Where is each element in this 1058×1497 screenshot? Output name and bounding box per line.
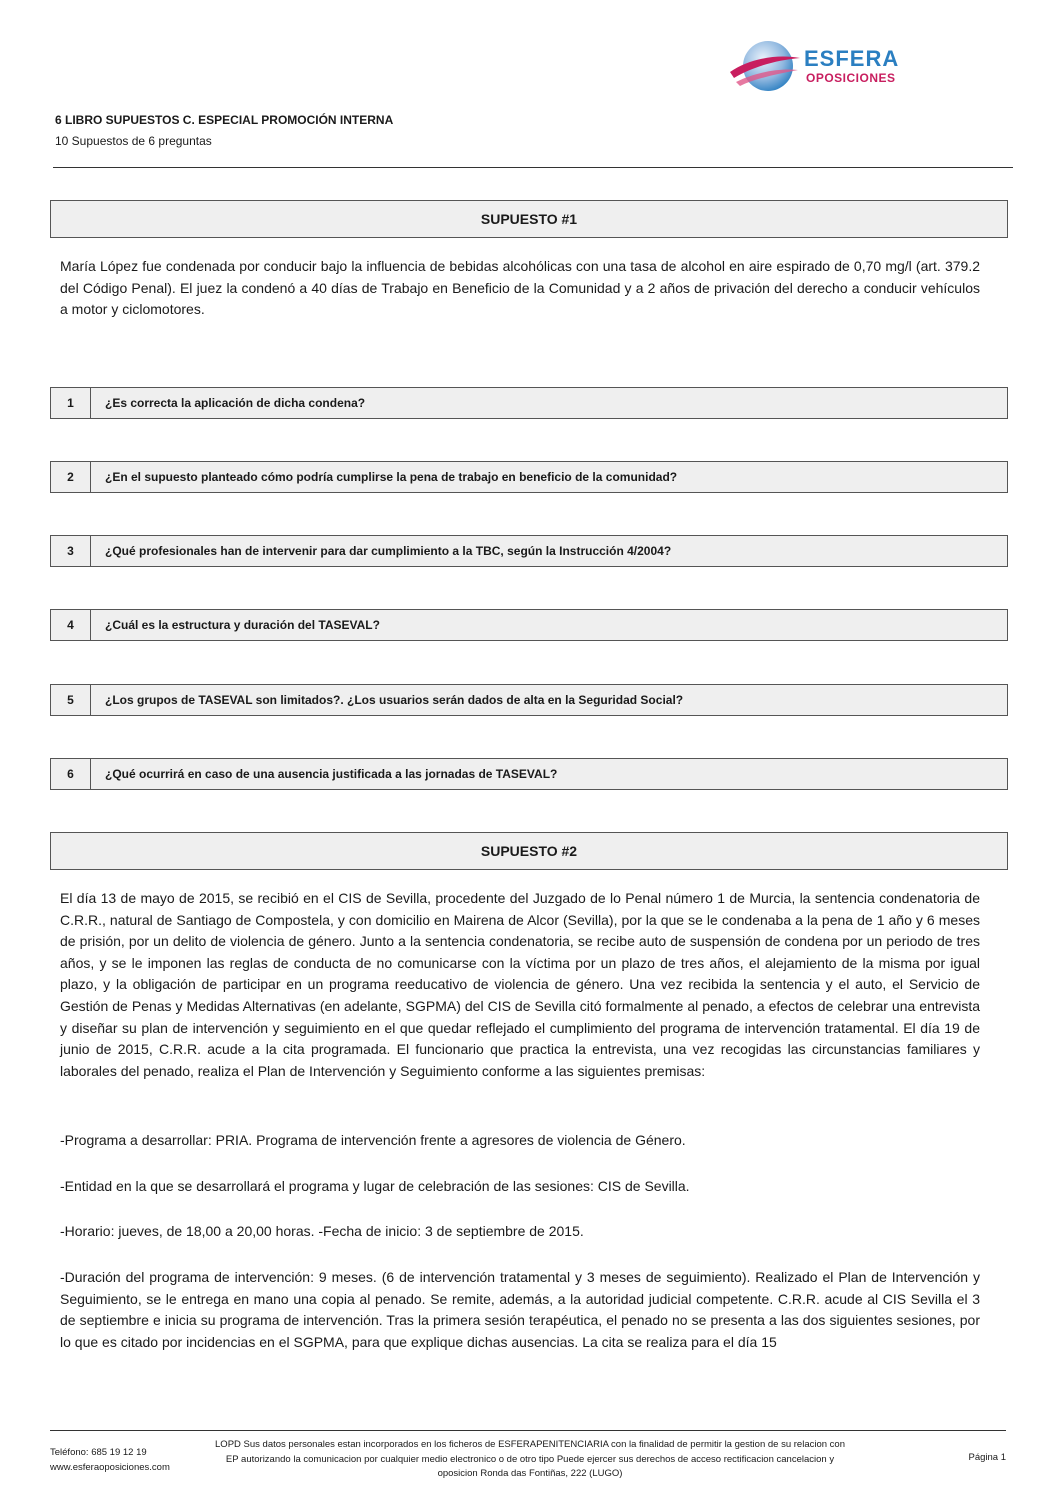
header-divider [53, 167, 1013, 168]
logo-tagline-text: OPOSICIONES [806, 71, 896, 85]
supuesto-2-paragraph: El día 13 de mayo de 2015, se recibió en el CIS de Sevilla, procedente del Juzgado de lo Penal número 1 de Murcia, la sentencia condenatoria de C.R.R., natural de Santiago de Compostela, y con domicilio en Mairena de Alcor (Sevilla), por la que se le condenaba a la pena de 1 año y 6 meses de prisión, por un delito de violencia de género. Junto a la sentencia condenatoria, se recibe auto de suspensión de condena por un periodo de tres años, y se le imponen las reglas de conducta de no comunicarse con la víctima por un plazo de tres años, el alejamiento de la misma por igual plazo, y la obligación de participar en un programa reeducativo de violencia de género. Una vez recibida la sentencia y el auto, el Servicio de Gestión de Penas y Medidas Alternativas (en adelante, SGPMA) del CIS de Sevilla citó formalmente al penado, a efectos de celebrar una entrevista y diseñar su plan de intervención y seguimiento en el que quedar reflejado el cumplimiento del programa de intervención tratamental. El día 19 de junio de 2015, C.R.R. acude a la cita programada. El funcionario que practica la entrevista, una vez recogidas las circunstancias familiares y laborales del penado, realiza el Plan de Intervención y Seguimiento conforme a las siguientes premisas: [60, 890, 980, 1079]
page-number: Página 1 [968, 1452, 1006, 1463]
question-text: ¿Es correcta la aplicación de dicha condena? [105, 396, 366, 410]
question-row [50, 387, 1008, 419]
question-row [50, 535, 1008, 567]
footer-lopd-line: LOPD Sus datos personales estan incorporados en los ficheros de ESFERAPENITENCIARIA con la finalidad de permitir la gestion de su relacion con [215, 1439, 845, 1450]
question-text: ¿Cuál es la estructura y duración del TASEVAL? [105, 618, 380, 632]
footer-phone: Teléfono: 685 19 12 19 [50, 1447, 147, 1458]
question-text: ¿Los grupos de TASEVAL son limitados?. ¿Los usuarios serán dados de alta en la Seguridad Social? [105, 693, 684, 707]
supuesto-2-paragraph: -Entidad en la que se desarrollará el programa y lugar de celebración de las sesiones: CIS de Sevilla. [60, 1178, 690, 1194]
question-number: 2 [51, 462, 91, 492]
question-row [50, 609, 1008, 641]
document-title: 6 LIBRO SUPUESTOS C. ESPECIAL PROMOCIÓN INTERNA [55, 113, 394, 127]
question-number: 5 [51, 685, 91, 715]
logo-brand-text: ESFERA [804, 46, 900, 71]
question-row [50, 758, 1008, 790]
footer-lopd-line: EP autorizando la comunicacion por cualquier medio electronico o de otro tipo Puede ejercer sus derechos de acceso rectificacion cancelacion y [225, 1453, 835, 1465]
supuesto-1-heading: SUPUESTO #1 [50, 200, 1008, 238]
supuesto-1-text: María López fue condenada por conducir bajo la influencia de bebidas alcohólicas con una tasa de alcohol en aire espirado de 0,70 mg/l (art. 379.2 del Código Penal). El juez la condenó a 40 días de Trabajo en Beneficio de la Comunidad y a 2 años de privación del derecho a conducir vehículos a motor y ciclomotores. [60, 258, 980, 318]
question-row [50, 684, 1008, 716]
question-text: ¿Qué ocurrirá en caso de una ausencia justificada a las jornadas de TASEVAL? [105, 767, 558, 781]
footer-lopd [190, 1438, 870, 1482]
question-text: ¿En el supuesto planteado cómo podría cumplirse la pena de trabajo en beneficio de la comunidad? [105, 470, 678, 484]
question-number: 1 [51, 388, 91, 418]
document-subtitle: 10 Supuestos de 6 preguntas [55, 134, 212, 148]
footer-website: www.esferaoposiciones.com [50, 1462, 170, 1473]
footer-lopd-line: oposicion Ronda das Fontiñas, 222 (LUGO) [437, 1468, 623, 1479]
question-row [50, 461, 1008, 493]
question-number: 6 [51, 759, 91, 789]
supuesto-2-paragraph: -Horario: jueves, de 18,00 a 20,00 horas. -Fecha de inicio: 3 de septiembre de 2015. [60, 1223, 584, 1239]
supuesto-2-heading: SUPUESTO #2 [50, 832, 1008, 870]
footer-divider [50, 1430, 1006, 1431]
supuesto-2-paragraph: -Programa a desarrollar: PRIA. Programa de intervención frente a agresores de violencia de Género. [60, 1132, 686, 1148]
question-number: 4 [51, 610, 91, 640]
footer-contact [50, 1445, 170, 1475]
sphere-logo-icon [726, 36, 802, 96]
question-text: ¿Qué profesionales han de intervenir para dar cumplimiento a la TBC, según la Instrucción 4/2004? [105, 544, 672, 558]
question-number: 3 [51, 536, 91, 566]
supuesto-2-paragraph: -Duración del programa de intervención: 9 meses. (6 de intervención tratamental y 3 meses de seguimiento). Realizado el Plan de Intervención y Seguimiento, se le entrega en mano una copia al penado. Se remite, además, a la autoridad judicial competente. C.R.R. acude al CIS Sevilla el 3 de septiembre e inicia su programa de intervención. Tras la primera sesión terapéutica, el penado no se presenta a las dos siguientes sesiones, por lo que es citado por incidencias en el SGPMA, para que explique dichas ausencias. La cita se realiza para el día 15 [60, 1269, 980, 1350]
esfera-logo [726, 36, 926, 96]
